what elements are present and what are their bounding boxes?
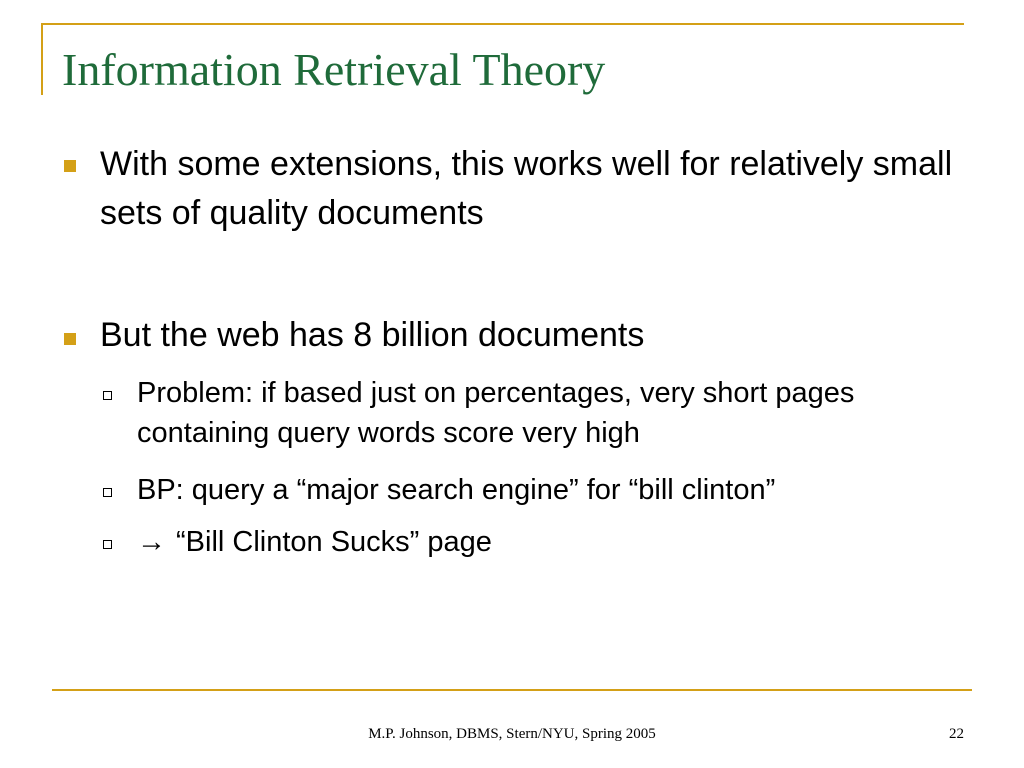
left-rule: [41, 23, 43, 95]
bullet-square-icon: [64, 160, 76, 172]
subbullet-text: “Bill Clinton Sucks” page: [176, 526, 492, 558]
slide-title: Information Retrieval Theory: [62, 44, 606, 95]
bullet-text: But the web has 8 billion documents: [100, 316, 645, 354]
subbullet-item: [137, 522, 967, 562]
subbullet-text: Problem: if based just on percentages, very short pages containing query words score very high: [137, 377, 855, 449]
bullet-square-icon: [64, 333, 76, 345]
footer-text: M.P. Johnson, DBMS, Stern/NYU, Spring 2005: [368, 726, 656, 742]
bullet-text: With some extensions, this works well for relatively small sets of quality documents: [100, 145, 953, 232]
right-arrow-icon: →: [137, 526, 166, 558]
subbullet-hollow-square-icon: [103, 540, 112, 549]
subbullet-text: BP: query a “major search engine” for “bill clinton”: [137, 474, 776, 506]
subbullet-hollow-square-icon: [103, 488, 112, 497]
page-number: 22: [949, 726, 964, 742]
top-rule: [41, 23, 964, 25]
bottom-rule: [52, 689, 972, 691]
subbullet-hollow-square-icon: [103, 391, 112, 400]
